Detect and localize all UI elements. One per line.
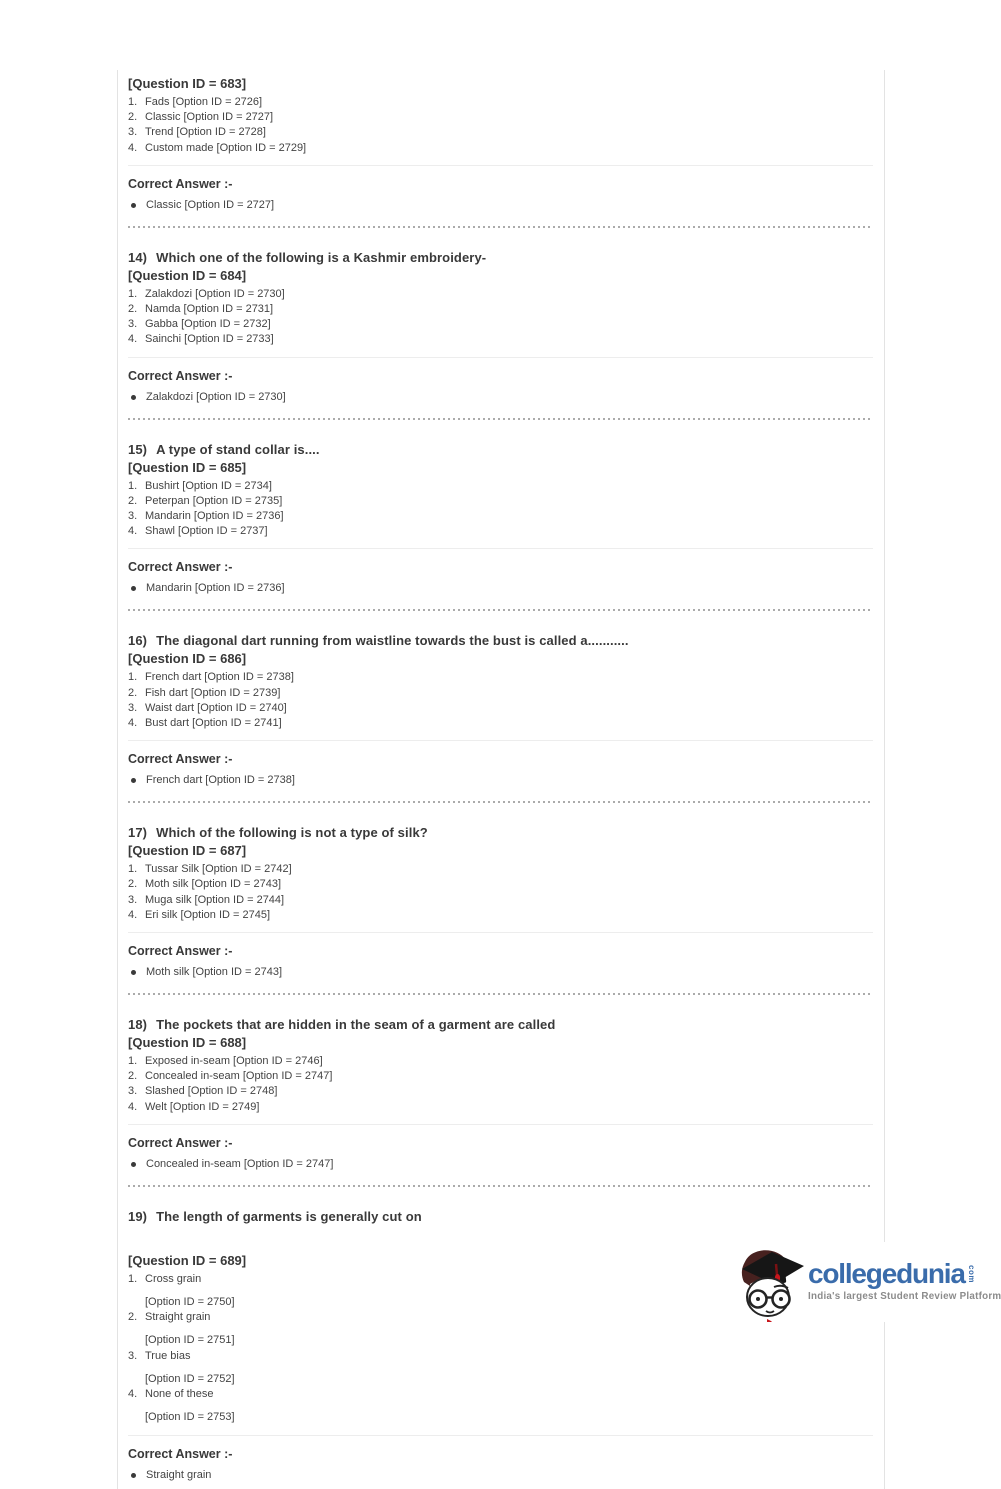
option-text: Concealed in-seam [Option ID = 2747]: [145, 1070, 333, 1083]
question-id: [Question ID = 688]: [128, 1035, 247, 1051]
question-number: 18): [128, 1017, 148, 1033]
question-title: [128, 249, 873, 266]
option-row: [128, 509, 873, 524]
correct-answer-row: [128, 581, 873, 596]
option-text: Bust dart [Option ID = 2741]: [145, 717, 282, 730]
answer-bullet-icon: [131, 203, 136, 208]
option-text: Namda [Option ID = 2731]: [145, 303, 274, 316]
option-row: [128, 1349, 873, 1387]
option-row: [128, 125, 873, 140]
option-text: Custom made [Option ID = 2729]: [145, 141, 307, 154]
option-text: Welt [Option ID = 2749]: [145, 1100, 260, 1113]
correct-answer-row: [128, 773, 873, 788]
option-number: 4.: [128, 525, 138, 538]
option-row: [128, 1387, 873, 1425]
answer-bullet-icon: [131, 970, 136, 975]
option-number: 3.: [128, 893, 138, 906]
answer-text: Concealed in-seam [Option ID = 2747]: [146, 1157, 334, 1170]
option-number: 1.: [128, 1055, 138, 1068]
question-text: The length of garments is generally cut on: [156, 1208, 422, 1224]
option-number: 2.: [128, 494, 138, 507]
brand-text: collegedunia: [808, 1258, 965, 1289]
question-text: Which one of the following is a Kashmir embroidery-: [156, 249, 487, 265]
question-title: [128, 632, 873, 649]
option-number: 1.: [128, 287, 138, 300]
question-number: 14): [128, 249, 148, 265]
question-id: [Question ID = 686]: [128, 651, 247, 667]
option-text: True bias: [145, 1349, 191, 1362]
option-row: [128, 670, 873, 685]
option-text: Classic [Option ID = 2727]: [145, 111, 274, 124]
option-text: Waist dart [Option ID = 2740]: [145, 701, 287, 714]
option-row: [128, 716, 873, 731]
question-block: [128, 803, 873, 995]
option-row: [128, 317, 873, 332]
option-row: [128, 302, 873, 317]
option-row: [128, 287, 873, 302]
options-list: [128, 670, 873, 731]
brand-tld: com: [966, 1265, 976, 1283]
option-row: [128, 1054, 873, 1069]
option-text: Peterpan [Option ID = 2735]: [145, 494, 283, 507]
correct-answer-label: Correct Answer :-: [128, 560, 233, 575]
option-text: Sainchi [Option ID = 2733]: [145, 333, 274, 346]
correct-answer-row: [128, 390, 873, 405]
question-number: 15): [128, 441, 148, 457]
correct-answer-row: [128, 1468, 873, 1483]
question-block: [128, 1187, 873, 1483]
option-number: 1.: [128, 671, 138, 684]
option-number: 3.: [128, 1085, 138, 1098]
option-number: 3.: [128, 701, 138, 714]
option-row: [128, 1069, 873, 1084]
correct-answer-label: Correct Answer :-: [128, 368, 233, 383]
brand-tagline: India's largest Student Review Platform: [808, 1291, 1001, 1302]
option-row: [128, 1100, 873, 1115]
collegedunia-mascot-icon: [736, 1242, 806, 1322]
answer-text: Classic [Option ID = 2727]: [146, 198, 275, 211]
answer-text: Zalakdozi [Option ID = 2730]: [146, 390, 286, 403]
collegedunia-logo: [736, 1242, 1001, 1322]
question-block: [128, 75, 873, 228]
question-id: [Question ID = 684]: [128, 267, 247, 283]
question-block: [128, 420, 873, 612]
question-title: [128, 1016, 873, 1033]
option-text: Muga silk [Option ID = 2744]: [145, 893, 285, 906]
question-block: [128, 611, 873, 803]
option-row: [128, 908, 873, 923]
question-number: 19): [128, 1208, 148, 1224]
option-number: 4.: [128, 333, 138, 346]
question-title: [128, 1208, 873, 1225]
option-row: [128, 524, 873, 539]
option-row: [128, 1084, 873, 1099]
option-text: French dart [Option ID = 2738]: [145, 671, 294, 684]
option-text: Gabba [Option ID = 2732]: [145, 318, 271, 331]
question-text: A type of stand collar is....: [156, 441, 320, 457]
option-number: 4.: [128, 908, 138, 921]
option-number: 2.: [128, 1070, 138, 1083]
option-number: 2.: [128, 1311, 138, 1324]
option-text: Trend [Option ID = 2728]: [145, 126, 266, 139]
option-number: 1.: [128, 96, 138, 108]
correct-answer-row: [128, 965, 873, 980]
correct-answer-row: [128, 198, 873, 213]
option-text: Moth silk [Option ID = 2743]: [145, 878, 282, 891]
question-text: Which of the following is not a type of silk?: [156, 825, 428, 841]
option-row: [128, 479, 873, 494]
question-title: [128, 441, 873, 458]
options-list: [128, 479, 873, 540]
option-number: 2.: [128, 878, 138, 891]
correct-answer-row: [128, 1157, 873, 1172]
option-row: [128, 110, 873, 125]
option-text: Slashed [Option ID = 2748]: [145, 1085, 278, 1098]
option-row: [128, 141, 873, 156]
option-number: 3.: [128, 510, 138, 523]
answer-text: Moth silk [Option ID = 2743]: [146, 966, 283, 979]
question-id: [Question ID = 687]: [128, 843, 247, 859]
question-title: [128, 824, 873, 841]
option-row: [128, 332, 873, 347]
answer-text: Straight grain: [146, 1468, 212, 1481]
correct-answer-label: Correct Answer :-: [128, 752, 233, 767]
option-text: Mandarin [Option ID = 2736]: [145, 510, 284, 523]
answer-bullet-icon: [131, 395, 136, 400]
answer-text: French dart [Option ID = 2738]: [146, 774, 295, 787]
option-number: 4.: [128, 717, 138, 730]
question-id: [Question ID = 683]: [128, 76, 247, 91]
answer-bullet-icon: [131, 778, 136, 783]
option-text: Tussar Silk [Option ID = 2742]: [145, 863, 292, 876]
answer-bullet-icon: [131, 1162, 136, 1167]
option-text: Shawl [Option ID = 2737]: [145, 525, 268, 538]
question-block: [128, 995, 873, 1187]
option-text: Bushirt [Option ID = 2734]: [145, 479, 272, 492]
correct-answer-label: Correct Answer :-: [128, 1446, 233, 1461]
option-id: [Option ID = 2751]: [145, 1334, 235, 1347]
answer-bullet-icon: [131, 586, 136, 591]
option-row: [128, 877, 873, 892]
option-number: 4.: [128, 1388, 138, 1401]
option-text: Fish dart [Option ID = 2739]: [145, 686, 281, 699]
option-number: 3.: [128, 318, 138, 331]
option-number: 4.: [128, 141, 138, 154]
question-id: [Question ID = 689]: [128, 1252, 247, 1268]
correct-answer-label: Correct Answer :-: [128, 176, 233, 191]
option-text: Fads [Option ID = 2726]: [145, 96, 263, 108]
option-text: Eri silk [Option ID = 2745]: [145, 908, 271, 921]
option-row: [128, 494, 873, 509]
question-text: The pockets that are hidden in the seam of a garment are called: [156, 1017, 556, 1033]
answer-bullet-icon: [131, 1473, 136, 1478]
option-row: [128, 701, 873, 716]
option-row: [128, 686, 873, 701]
question-number: 16): [128, 633, 148, 649]
option-number: 4.: [128, 1100, 138, 1113]
option-number: 1.: [128, 1272, 138, 1285]
option-text: Zalakdozi [Option ID = 2730]: [145, 287, 285, 300]
question-block: [128, 228, 873, 420]
option-number: 2.: [128, 686, 138, 699]
correct-answer-label: Correct Answer :-: [128, 944, 233, 959]
option-number: 1.: [128, 863, 138, 876]
option-number: 1.: [128, 479, 138, 492]
option-number: 3.: [128, 126, 138, 139]
options-list: [128, 1054, 873, 1115]
option-id: [Option ID = 2753]: [145, 1411, 235, 1424]
question-id: [Question ID = 685]: [128, 459, 247, 475]
option-row: [128, 893, 873, 908]
option-number: 2.: [128, 303, 138, 316]
option-row: [128, 95, 873, 110]
option-row: [128, 862, 873, 877]
option-text: None of these: [145, 1388, 214, 1401]
option-number: 3.: [128, 1349, 138, 1362]
question-text: The diagonal dart running from waistline towards the bust is called a...........: [156, 633, 629, 649]
option-text: Straight grain: [145, 1311, 211, 1324]
options-list: [128, 862, 873, 923]
answer-text: Mandarin [Option ID = 2736]: [146, 582, 285, 595]
correct-answer-label: Correct Answer :-: [128, 1135, 233, 1150]
option-text: Cross grain: [145, 1272, 202, 1285]
option-number: 2.: [128, 111, 138, 124]
option-id: [Option ID = 2752]: [145, 1372, 235, 1385]
logo-text: [808, 1259, 1001, 1302]
options-list: [128, 287, 873, 348]
option-text: Exposed in-seam [Option ID = 2746]: [145, 1055, 323, 1068]
option-id: [Option ID = 2750]: [145, 1296, 235, 1309]
question-number: 17): [128, 825, 148, 841]
options-list: [128, 95, 873, 156]
